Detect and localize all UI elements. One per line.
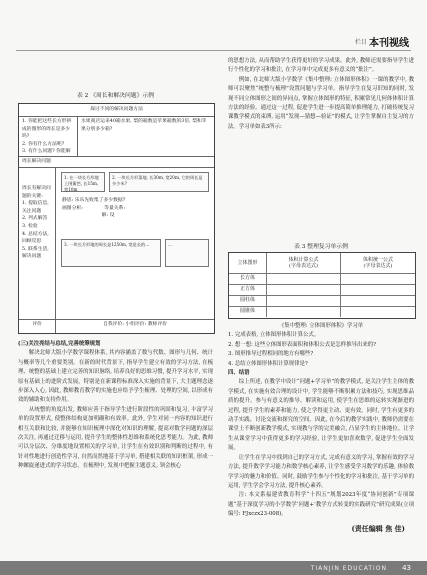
section-heading-4: 四、结语 <box>228 370 250 377</box>
right-column-top <box>228 57 414 237</box>
table3-caption: 表 3 整理复习单示例 <box>294 244 348 250</box>
worksheet-item: 1. 完成表格, 立体图形体积计算公式。 <box>228 332 320 339</box>
table2 <box>18 103 215 334</box>
table3-header-row <box>229 253 415 274</box>
table2-eval-row <box>19 319 214 333</box>
worksheet-item: 3. 图形推导过程相同的地方有哪些? <box>228 351 314 358</box>
column-tag: 栏目 <box>354 39 367 46</box>
table2-box3: 3. 一块长方形地的周长是1250m, 宽是长的... <box>61 239 161 267</box>
table2-box4: ... <box>165 239 209 267</box>
header-rule <box>16 50 411 51</box>
table2-row-title: 周长解决问题 <box>22 159 51 164</box>
section-title: 本刊视线 <box>369 38 409 49</box>
right-paragraph-1: 例如, 在北师大版小学数学《集中整理: 立体图形体积》一课的教学中, 教师可以聚焦“统整与梳理”设置问题与学习单。指导学生在复习旧知的同时, 发现不同立体图形之间的异同点, 掌握立体图形的特征, 积累常见几何体体积计算方法的经验。通过这一过程, 促进学生进一步提高简单推理能力, 打破传统复习课教学模式的束缚, 运用“发现—猜想—验证”的模式, 让学生掌握自主复习的方法。学习单如表3所示: <box>228 76 414 130</box>
table2-question-row <box>19 116 214 157</box>
table2-topic: 探讨不同的解决问题方法 <box>90 107 143 112</box>
left-paragraph-1: 解决北师大版小学数学课程体系, 其内容涵盖了数与代数、图形与几何、统计与概率等几个重要类别。在新的时代背景下, 指导学生建立有效的学习方法, 在梳理、统整的基础上建立完善的知识脉络, 培养良好的思维习惯, 提升学习水平, 实现原有基础上的进阶式发展。特别是在新课程标准深入实施的背景下, 大主题理念逐步深入人心, 因此, 教师教育教学的实施也应给予学生梳理、处理的空间, 以形成有效的辅助和支持作用。 <box>18 350 213 404</box>
left-paragraph-2: 从统整的角度出发, 教师应善于指导学生进行阶段性的巩固和复习, 丰富学习单的设置形式, 使整体结构更加明确和有效率。此外, 学生对同一内容的知识进行相互关联和比较, 并能够在知识梳理中深化对知识的理解, 提高对数学问题的深层次关注, 再通过迁移与运用, 提升学生的整体性思维和系统化思考能力。为此, 教师可以分层次、分维度地设置相关的学习单, 让学生在有效识别和判断的过程中, 有针对性地进行创造性学习, 自然而然地基于学习单, 搭建相关联的知识框架, 形成一种螺旋递进式的学习状态。在梳理中, 发现中把握主题意义, 领会核心 <box>18 406 213 470</box>
section-heading-3: (三)关注亮结与总结,完善统筹规划 <box>18 341 101 347</box>
table3-row-label: 圆锥体 <box>229 306 267 317</box>
left-column <box>18 340 213 564</box>
table2-mid-text: 静思: 乐乐先收集了多少数据? 画图分析: 等量关系: 解: 设 <box>62 198 126 219</box>
conclusion-paragraph-1: 综上所述, 在教学中设计“问题+学习单”的教学模式, 是关注学生主体的教学模式, 在实施有效合理的设计中, 学生能够不断积累方法和技巧, 实现思维品质的提升。参与有意义的推导、解读和运用, 使学生在思维的运转实现渐进的过程, 提升学生的素养和能力, 使之学得更主动、更有效。同时, 学生有更多的动手实践、讨论交流和探究的空间。因此, 在今后的教学实践中, 教师仍需要在课堂上不断创新教学模式, 实现教与学的完美融合, 凸显学生的主体地位。让学生从课堂学习中获得更多的学习经验, 让学生更加喜欢数学, 促进学生全面发展。 <box>228 379 414 452</box>
conclusion-paragraph-2: 让学生在学习中找到自己的学习方式, 完成有意义的学习, 掌握有效的学习方法, 提升数学学习能力和数学核心素养, 让学生感受学习数学的乐趣, 体验数学学习的魅力和价值。同时, 鼓励学生参与个性化的学习和批注, 基于学习单的运用, 学生学会学习方法, 提升核心素养。 <box>228 454 414 489</box>
table2-eval-text: 自我评价: 小组评价: 教师评价 <box>103 322 167 327</box>
table3-header-2: 体积统一公式 (字母表达式) <box>362 256 393 269</box>
table2-box1: 1. 在一块长方形地上围篱笆, 长15m, 宽10m <box>61 172 105 192</box>
table3-row-label: 圆柱体 <box>229 295 267 306</box>
right-paragraph-0: 的思想方法, 从而帮助学生获得更好的学习成果。此外, 教师还需要指导学生进行个性化的学习和批注, 在学习单中完成更多有意义的“批注”。 <box>228 58 414 74</box>
table2-box2: 2. 一块长方形菜地, 长30m, 宽20m, 它的周长是多少米? <box>109 172 209 192</box>
worksheet-title: 《集中整理: 立体图形体积》学习单 <box>278 323 364 329</box>
editor-credit: (责任编辑 焦 佳) <box>351 524 405 533</box>
table2-question-right: 水果商店运来40箱水果, 梨的箱数是苹果箱数的3倍, 梨和苹果分别多少箱? <box>81 119 207 132</box>
table2-body-row <box>19 167 214 320</box>
table2-question-left: 1. 你能把这些长方形拼成的图形的周长是多少吗? 2. 你有什么方法呢? 3. 有什么问题? 你能解 <box>22 119 72 155</box>
table3-row <box>229 306 415 317</box>
funding-note: 注: 本文系福建省教育科学“十四五”规划2023年度“协同创新”专项课题“基于深度学习的小学数学‘问题+’教学方式转变的实践研究”研究成果(立项编号: FJxczx23-008)。 <box>228 492 414 518</box>
table3-row-label: 正方体 <box>229 284 267 295</box>
worksheet-item: 2. 想一想: 这些立体图形表面积和体积公式是怎样推导出来的? <box>228 341 377 348</box>
journal-name: TIANJIN EDUCATION <box>310 565 387 572</box>
table2-eval-label: 评价 <box>32 322 42 327</box>
worksheet-item: 4. 总结立体图形体积计算规律是? <box>228 360 308 367</box>
table3-header-0: 立体图形 <box>229 253 267 273</box>
right-column-bottom <box>228 322 414 518</box>
page-number: 43 <box>402 564 411 572</box>
table3 <box>228 252 416 319</box>
table2-left-col: 周长有解决问题的关键: 1. 提取信息, 关注问题 2. 列式解答 3. 检验 4. 总结方法, 回顾反思 5. 联系生活, 解决问题 <box>22 186 51 260</box>
table3-header-1: 体积计算公式 (字母表达式) <box>267 253 341 273</box>
table3-row-label: 长方体 <box>229 273 267 284</box>
table2-caption: 表 2 《周长和解决问题》示例 <box>77 93 154 99</box>
